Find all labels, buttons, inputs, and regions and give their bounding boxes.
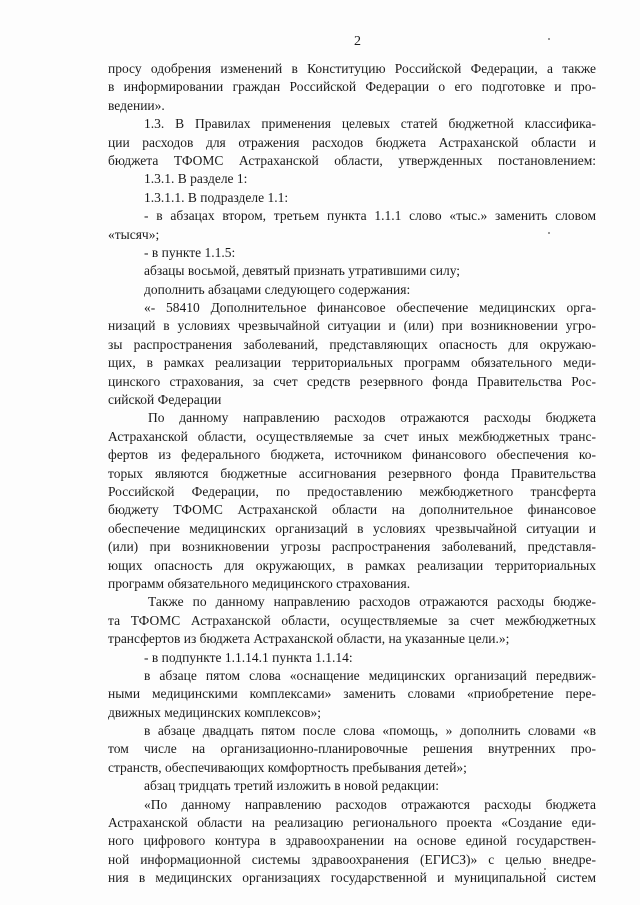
text-line: ции расходов для отражения расходов бюджета Астраханской области и	[108, 134, 596, 150]
text-line: - в пункте 1.1.5:	[144, 244, 236, 260]
text-line: ющих опасность для окружающих, в рамках реализации территориальных	[108, 557, 596, 573]
text-line: та ТФОМС Астраханской области, осуществляемые за счет межбюджетных	[108, 612, 596, 628]
text-line: щих, в рамках реализации территориальных программ обязательного меди-	[108, 355, 596, 371]
text-line: странств, обеспечивающих комфортность пребывания детей»;	[108, 759, 467, 775]
text-line: ведении».	[108, 97, 165, 113]
text-line: «- 58410 Дополнительное финансовое обеспечение медицинских орга-	[144, 300, 596, 316]
text-line: торых являются бюджетные ассигнования резервного фонда Правительства	[108, 465, 596, 481]
text-line: 1.3.1.1. В подразделе 1.1:	[144, 189, 289, 205]
text-line: Российской Федерации, по предоставлению межбюджетного трансферта	[108, 483, 596, 499]
scan-speck	[548, 38, 550, 40]
document-body	[108, 60, 596, 888]
text-line: трансфертов из бюджета Астраханской области, на указанные цели.»;	[108, 631, 510, 647]
text-line: Астраханской области на реализацию регионального проекта «Создание еди-	[108, 815, 596, 831]
page-number: 2	[354, 34, 361, 49]
text-line: в абзаце пятом слова «оснащение медицинских организаций передвиж-	[144, 667, 596, 683]
text-line: дополнить абзацами следующего содержания:	[144, 281, 411, 297]
text-line: фертов из федерального бюджета, источником финансового обеспечения ко-	[108, 447, 596, 463]
text-line: 1.3. В Правилах применения целевых статей бюджетной классифика-	[144, 116, 596, 132]
scan-speck	[544, 868, 546, 870]
text-line: (или) при возникновении угрозы распространения заболеваний, представля-	[108, 539, 596, 555]
text-line: просу одобрения изменений в Конституцию Российской Федерации, а также	[108, 61, 596, 76]
text-line: бюджета ТФОМС Астраханской области, утвержденных постановлением:	[108, 152, 596, 168]
text-line: сийской Федерации	[108, 392, 222, 408]
text-line: «По данному направлению расходов отражаются расходы бюджета	[144, 796, 596, 812]
text-line: зы распространения заболеваний, представляющих опасность для окружаю-	[108, 336, 596, 352]
text-line: в информировании граждан Российской Федерации о его подготовке и про-	[108, 79, 596, 95]
text-line: обеспечение медицинских организаций в условиях чрезвычайной ситуации и	[108, 520, 596, 536]
text-line: ного цифрового контура в здравоохранении на основе единой государствен-	[108, 833, 596, 849]
text-line: абзац тридцать третий изложить в новой редакции:	[144, 778, 439, 794]
text-line: Астраханской области, осуществляемые за счет иных межбюджетных транс-	[108, 428, 596, 444]
scan-speck	[548, 232, 550, 234]
text-line: «тысяч»;	[108, 226, 160, 242]
text-line: том числе на организационно-планировочные решения внутренних про-	[108, 741, 596, 757]
text-line: низаций в условиях чрезвычайной ситуации и (или) при возникновении угро-	[108, 318, 596, 334]
text-line: ния в медицинских организациях государственной и муниципальной систем	[108, 870, 596, 886]
text-line: 1.3.1. В разделе 1:	[144, 171, 248, 187]
text-line: в абзаце двадцать пятом после слова «помощь, » дополнить словами «в	[144, 723, 596, 739]
text-line: абзацы восьмой, девятый признать утратившими силу;	[144, 263, 461, 279]
text-line: ными медицинскими комплексами» заменить словами «приобретение пере-	[108, 686, 596, 702]
text-line: - в абзацах втором, третьем пункта 1.1.1 слово «тыс.» заменить словом	[144, 208, 596, 224]
text-line: По данному направлению расходов отражаются расходы бюджета	[148, 410, 596, 426]
text-line: - в подпункте 1.1.14.1 пункта 1.1.14:	[144, 649, 353, 665]
text-line: цинского страхования, за счет средств резервного фонда Правительства Рос-	[108, 373, 596, 389]
text-line: ной информационной системы здравоохранения (ЕГИСЗ)» с целью внедре-	[108, 851, 596, 867]
text-line: бюджету ТФОМС Астраханской области на дополнительное финансовое	[108, 502, 596, 518]
text-line: движных медицинских комплексов»;	[108, 704, 321, 720]
text-line: Также по данному направлению расходов отражаются расходы бюдже-	[148, 594, 596, 610]
text-line: программ обязательного медицинского страхования.	[108, 575, 411, 591]
